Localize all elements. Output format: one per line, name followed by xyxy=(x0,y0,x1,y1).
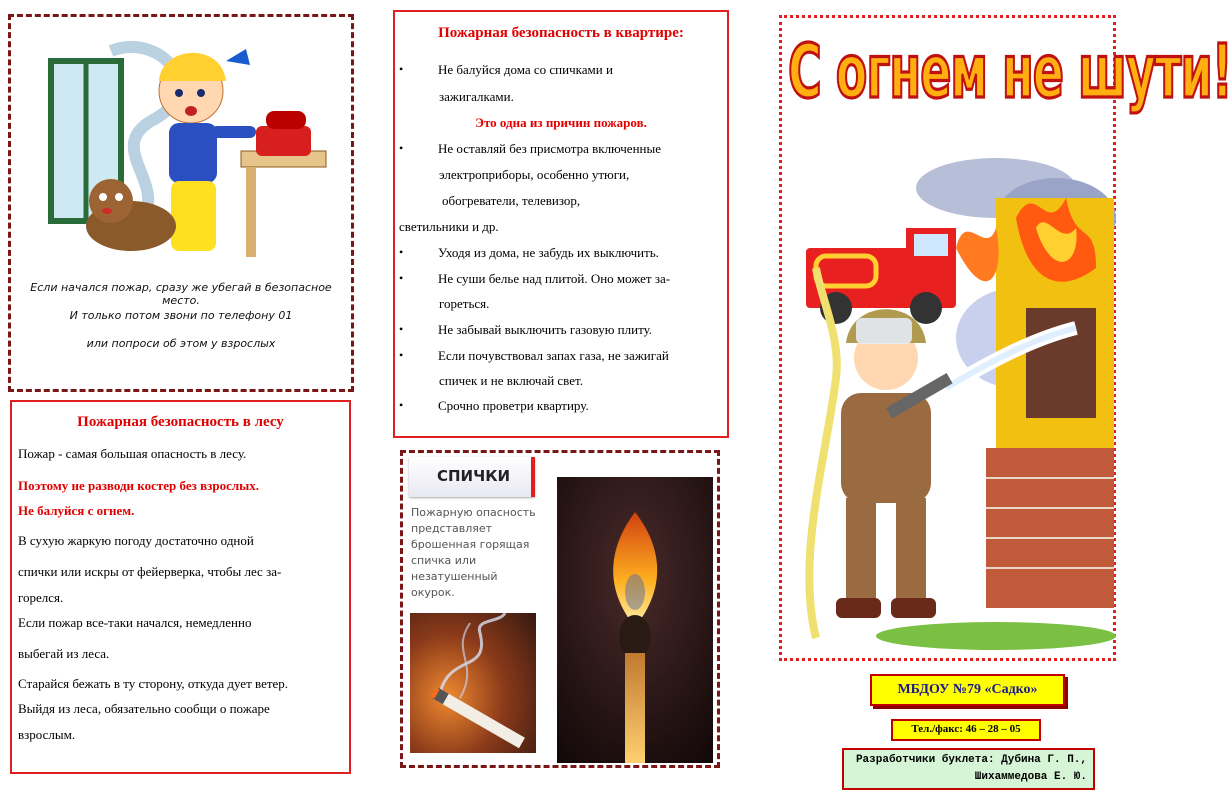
cigarette-photo xyxy=(410,613,536,753)
forest-paragraph: выбегай из леса. xyxy=(18,646,110,661)
bullet-icon: • xyxy=(399,322,404,336)
apartment-continuation-text: гореться. xyxy=(439,296,490,311)
apartment-continuation-text: обогреватели, телевизор, xyxy=(442,193,581,208)
forest-paragraph: Выйдя из леса, обязательно сообщи о пожаре xyxy=(18,701,270,716)
matches-text-line: спичка или xyxy=(411,554,477,567)
caption-line-1: Если начался пожар, сразу же убегай в безопасное место. xyxy=(30,281,332,307)
bullet-icon: • xyxy=(399,271,404,285)
developers-box xyxy=(842,748,1095,790)
cover-title: С огнем не шути! xyxy=(788,28,1232,115)
phone-text: Тел./факс: 46 – 28 – 05 xyxy=(911,723,1021,735)
forest-paragraph: В сухую жаркую погоду достаточно одной xyxy=(18,533,254,548)
panel-child-phone xyxy=(8,14,354,392)
apartment-bullet-text: Не забывай выключить газовую плиту. xyxy=(438,322,653,337)
bullet-icon: • xyxy=(399,141,404,155)
child-calling-illustration xyxy=(41,31,331,271)
apartment-continuation-text: зажигалками. xyxy=(439,89,514,104)
caption-line-2: И только потом звони по телефону 01 xyxy=(69,309,293,322)
forest-paragraph: горелся. xyxy=(18,590,64,605)
apartment-bullet-text: Срочно проветри квартиру. xyxy=(438,398,589,413)
apartment-warning-text: Это одна из причин пожаров. xyxy=(475,115,647,130)
phone-box xyxy=(891,719,1041,741)
forest-paragraph: Не балуйся с огнем. xyxy=(18,503,135,518)
panel-cover xyxy=(779,15,1232,661)
forest-paragraph: взрослым. xyxy=(18,727,76,742)
bullet-icon: • xyxy=(399,348,404,362)
matches-text-line: представляет xyxy=(411,522,493,535)
forest-paragraph: Пожар - самая большая опасность в лесу. xyxy=(18,446,247,461)
apartment-continuation-text: спичек и не включай свет. xyxy=(439,373,583,388)
forest-paragraph: спички или искры от фейерверка, чтобы лес за- xyxy=(18,564,282,579)
matches-text-line: Пожарную опасность xyxy=(411,506,536,519)
matches-tab xyxy=(409,457,535,497)
forest-paragraph: Если пожар все-таки начался, немедленно xyxy=(18,615,252,630)
panel-matches xyxy=(400,450,720,768)
apartment-bullet-text: Если почувствовал запах газа, не зажигай xyxy=(438,348,669,363)
apartment-bullet-text: Не суши белье над плитой. Оно может за- xyxy=(438,271,671,286)
org-name-box xyxy=(870,674,1065,706)
forest-paragraph: Старайся бежать в ту сторону, откуда дует ветер. xyxy=(18,676,289,691)
apartment-bullet-text: Не оставляй без присмотра включенные xyxy=(438,141,661,156)
apartment-bullet-text: Не балуйся дома со спичками и xyxy=(438,62,613,77)
apartment-bullet-text: Уходя из дома, не забудь их выключить. xyxy=(438,245,659,260)
matches-text-line: окурок. xyxy=(411,586,455,599)
panel-forest-safety xyxy=(10,400,351,774)
developers-line-1: Разработчики буклета: Дубина Г. П., xyxy=(855,754,1087,766)
panel-apartment-safety xyxy=(393,10,729,438)
caption-line-3: или попроси об этом у взрослых xyxy=(86,337,276,350)
bullet-icon: • xyxy=(399,245,404,259)
burning-match-photo xyxy=(557,477,713,763)
firefighter-illustration xyxy=(796,158,1114,648)
org-name: МБДОУ №79 «Садко» xyxy=(897,682,1038,697)
bullet-icon: • xyxy=(399,398,404,412)
bullet-icon: • xyxy=(399,62,404,76)
apartment-continuation-text: электроприборы, особенно утюги, xyxy=(439,167,630,182)
matches-tab-label: СПИЧКИ xyxy=(437,467,511,485)
apartment-plain-text: светильники и др. xyxy=(399,219,499,234)
forest-paragraph: Поэтому не разводи костер без взрослых. xyxy=(18,478,260,493)
matches-text-line: незатушенный xyxy=(411,570,498,583)
matches-text-line: брошенная горящая xyxy=(411,538,530,551)
forest-title: Пожарная безопасность в лесу xyxy=(77,414,284,430)
apartment-title: Пожарная безопасность в квартире: xyxy=(438,25,684,41)
developers-line-2: Шихаммедова Е. Ю. xyxy=(974,771,1087,783)
